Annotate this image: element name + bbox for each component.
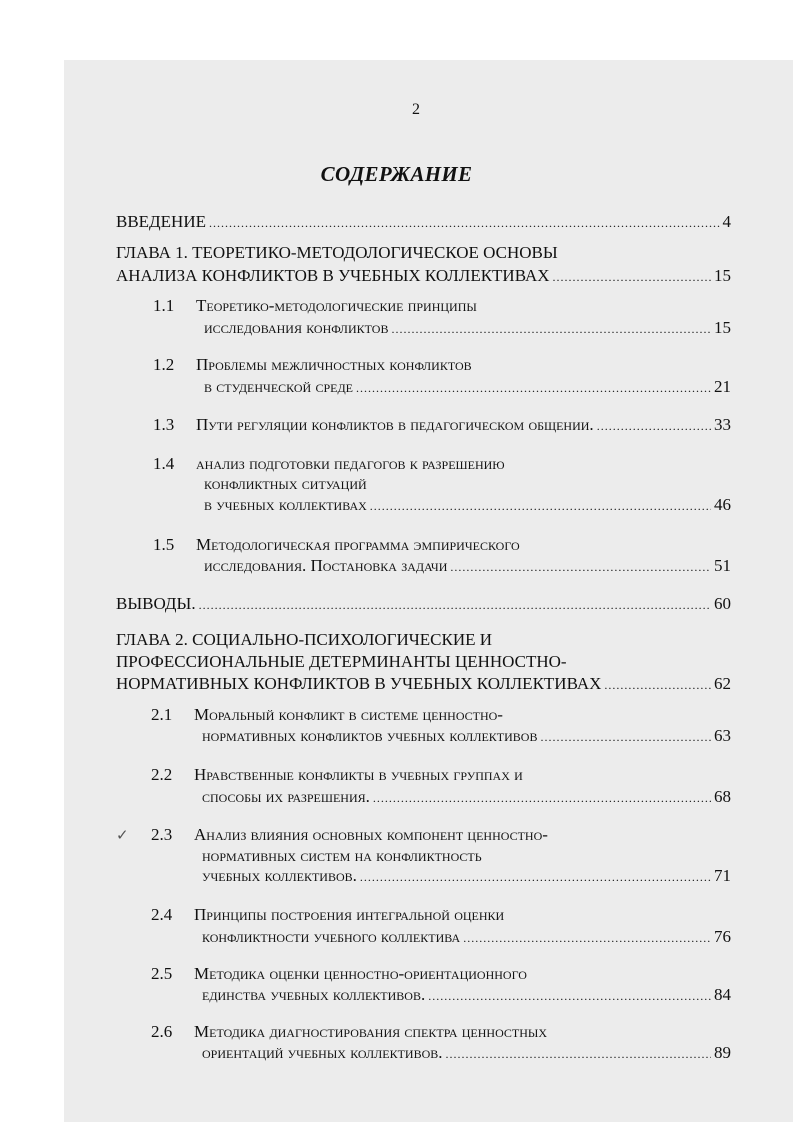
chapter-2-heading-line2: ПРОФЕССИОНАЛЬНЫЕ ДЕТЕРМИНАНТЫ ЦЕННОСТНО- (116, 652, 567, 671)
entry-page: 63 (714, 726, 731, 745)
section-2-1-line1: Моральный конфликт в системе ценностно- (194, 705, 503, 724)
chapter-2-heading-line1: ГЛАВА 2. СОЦИАЛЬНО-ПСИХОЛОГИЧЕСКИЕ И (116, 630, 493, 649)
toc-entry-1-5[interactable]: исследования. Постановка задачи ..... 51 (204, 556, 731, 576)
leader-dots (356, 381, 711, 396)
entry-label: ВВЕДЕНИЕ (116, 212, 206, 231)
section-number: 2.2 (151, 765, 173, 784)
section-number: 1.2 (153, 355, 175, 374)
entry-page: 4 (722, 212, 731, 231)
toc-entry-2-6[interactable]: ориентаций учебных коллективов. ..... 89 (202, 1043, 731, 1063)
section-2-3-line2: нормативных систем на конфликтность (202, 846, 482, 865)
entry-page: 60 (714, 594, 731, 613)
leader-dots (463, 931, 711, 946)
toc-entry-chapter-2[interactable]: НОРМАТИВНЫХ КОНФЛИКТОВ В УЧЕБНЫХ КОЛЛЕКТИВАХ ..... 62 (116, 674, 731, 694)
entry-page: 46 (714, 495, 731, 514)
entry-page: 84 (714, 985, 731, 1004)
leader-dots (604, 678, 711, 693)
entry-page: 15 (714, 266, 731, 285)
section-number: 2.5 (151, 964, 173, 983)
leader-dots (209, 216, 720, 231)
toc-entry-1-3[interactable]: Пути регуляции конфликтов в педагогическом общении. ..... 33 (196, 415, 731, 435)
entry-page: 33 (714, 415, 731, 434)
entry-page: 62 (714, 674, 731, 693)
leader-dots (540, 730, 711, 745)
leader-dots (450, 560, 711, 575)
section-1-2-line1: Проблемы межличностных конфликтов (196, 355, 472, 374)
toc-entry-2-2[interactable]: способы их разрешения. ..... 68 (202, 787, 731, 807)
toc-entry-2-1[interactable]: нормативных конфликтов учебных коллективов ..... 63 (202, 726, 731, 746)
section-number: 1.3 (153, 415, 175, 434)
section-1-4-line2: конфликтных ситуаций (204, 474, 367, 493)
leader-dots (373, 791, 711, 806)
section-1-5-line1: Методологическая программа эмпирического (196, 535, 520, 554)
toc-entry-conclusions[interactable]: ВЫВОДЫ. ..... 60 (116, 594, 731, 614)
section-2-5-line1: Методика оценки ценностно-ориентационного (194, 964, 527, 983)
leader-dots (428, 989, 711, 1004)
section-2-2-line1: Нравственные конфликты в учебных группах и (194, 765, 523, 784)
toc-entry-2-5[interactable]: единства учебных коллективов. ..... 84 (202, 985, 731, 1005)
toc-title: СОДЕРЖАНИЕ (320, 162, 473, 186)
leader-dots (199, 598, 711, 613)
leader-dots (391, 322, 711, 337)
section-number: 2.4 (151, 905, 173, 924)
section-2-3-line1: Анализ влияния основных компонент ценностно- (194, 825, 548, 844)
leader-dots (360, 870, 711, 885)
toc-entry-2-3[interactable]: учебных коллективов. ..... 71 (202, 866, 731, 886)
entry-page: 76 (714, 927, 731, 946)
leader-dots (446, 1047, 711, 1062)
entry-page: 71 (714, 866, 731, 885)
entry-page: 68 (714, 787, 731, 806)
section-number: 1.4 (153, 454, 175, 473)
section-number: 2.3 (151, 825, 173, 844)
entry-page: 15 (714, 318, 731, 337)
checkmark-icon: ✓ (116, 828, 129, 844)
section-2-6-line1: Методика диагностирования спектра ценностных (194, 1022, 548, 1041)
toc-entry-2-4[interactable]: конфликтности учебного коллектива ..... 76 (202, 927, 731, 947)
entry-page: 51 (714, 556, 731, 575)
toc-entry-intro[interactable] (116, 212, 731, 232)
section-1-1-line1: Теоретико-методологические принципы (196, 296, 477, 315)
section-number: 1.5 (153, 535, 175, 554)
chapter-1-heading: ГЛАВА 1. ТЕОРЕТИКО-МЕТОДОЛОГИЧЕСКОЕ ОСНОВЫ (116, 243, 558, 262)
entry-page: 21 (714, 377, 731, 396)
section-1-4-line1: анализ подготовки педагогов к разрешению (196, 454, 505, 473)
section-number: 1.1 (153, 296, 175, 315)
section-number: 2.1 (151, 705, 173, 724)
leader-dots (370, 499, 711, 514)
entry-page: 89 (714, 1043, 731, 1062)
section-number: 2.6 (151, 1022, 173, 1041)
toc-entry-1-1[interactable]: исследования конфликтов ..... 15 (204, 318, 731, 338)
toc-entry-1-4[interactable]: в учебных коллективах ..... 46 (204, 495, 731, 515)
section-2-4-line1: Принципы построения интегральной оценки (194, 905, 505, 924)
leader-dots (553, 270, 711, 285)
toc-entry-1-2[interactable]: в студенческой среде ..... 21 (204, 377, 731, 397)
leader-dots (597, 419, 711, 434)
toc-entry-chapter-1[interactable]: АНАЛИЗА КОНФЛИКТОВ В УЧЕБНЫХ КОЛЛЕКТИВАХ ..... 15 (116, 266, 731, 286)
page-number: 2 (412, 101, 420, 118)
